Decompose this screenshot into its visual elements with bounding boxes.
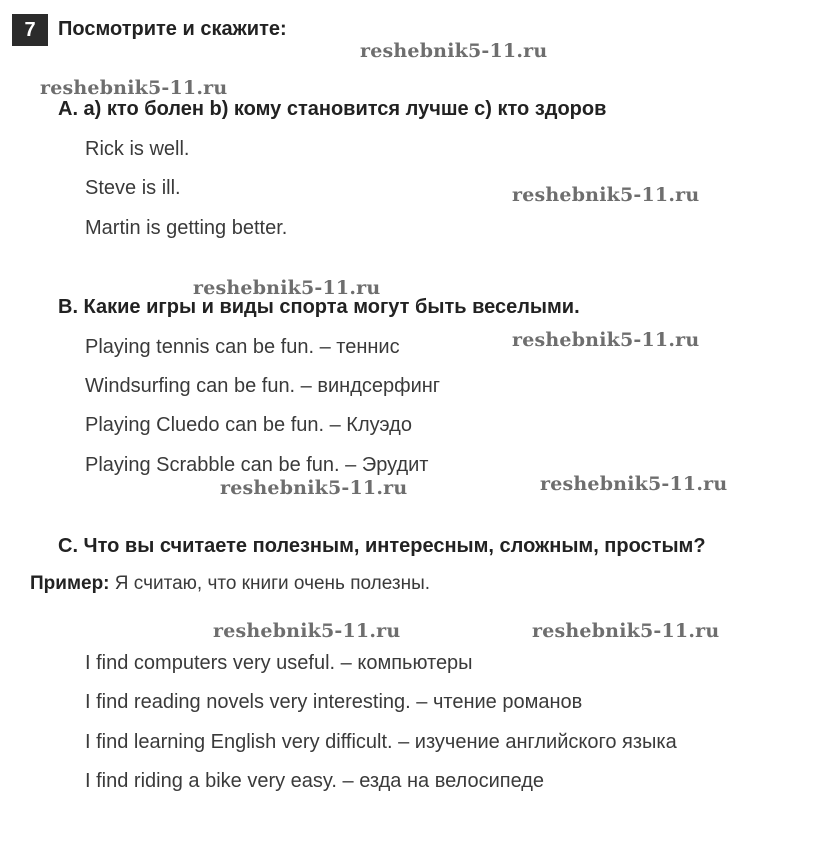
watermark: reshebnik5-11.ru — [512, 184, 700, 206]
section-c-heading: C. Что вы считаете полезным, интересным, сложным, простым? — [58, 535, 706, 557]
watermark: reshebnik5-11.ru — [40, 77, 228, 99]
list-item: I find riding a bike very easy. – езда на велосипеде — [85, 770, 545, 792]
list-item: Playing Scrabble can be fun. – Эрудит — [85, 454, 429, 476]
watermark: reshebnik5-11.ru — [193, 277, 381, 299]
watermark: reshebnik5-11.ru — [360, 40, 548, 62]
example-label: Пример: — [30, 573, 110, 594]
section-b-heading: B. Какие игры и виды спорта могут быть веселыми. — [58, 296, 580, 318]
list-item: Playing Cluedo can be fun. – Клуэдо — [85, 414, 412, 436]
list-item: I find computers very useful. – компьютеры — [85, 652, 473, 674]
exercise-title: Посмотрите и скажите: — [58, 18, 287, 40]
example-text: Я считаю, что книги очень полезны. — [109, 573, 431, 594]
example-line — [30, 573, 430, 595]
list-item: Windsurfing can be fun. – виндсерфинг — [85, 375, 441, 397]
list-item: I find learning English very difficult. – изучение английского языка — [85, 731, 677, 753]
watermark: reshebnik5-11.ru — [540, 473, 728, 495]
watermark: reshebnik5-11.ru — [220, 477, 408, 499]
list-item: I find reading novels very interesting. – чтение романов — [85, 691, 583, 713]
list-item: Playing tennis can be fun. – теннис — [85, 336, 400, 358]
watermark: reshebnik5-11.ru — [213, 620, 401, 642]
watermark: reshebnik5-11.ru — [532, 620, 720, 642]
list-item: Steve is ill. — [85, 177, 181, 199]
list-item: Martin is getting better. — [85, 217, 288, 239]
section-a-heading: A. a) кто болен b) кому становится лучше c) кто здоров — [58, 98, 607, 120]
list-item: Rick is well. — [85, 138, 190, 160]
exercise-number-badge: 7 — [12, 14, 48, 46]
watermark: reshebnik5-11.ru — [512, 329, 700, 351]
